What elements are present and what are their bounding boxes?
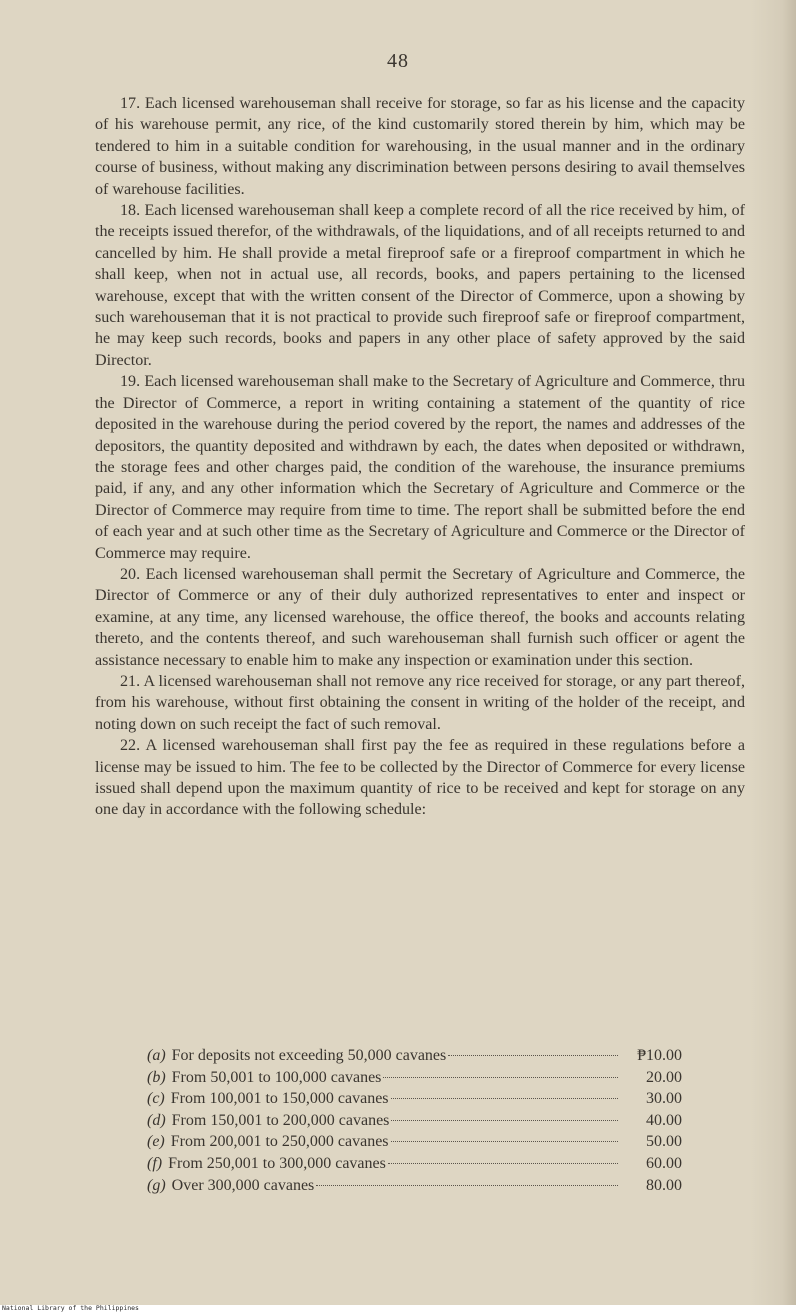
schedule-amount: 60.00 <box>646 1154 682 1172</box>
dot-leader <box>448 1055 618 1056</box>
paragraph-20: 20. Each licensed warehouseman shall permit the Secretary of Agriculture and Commerce, the Director of Commerce or any of their duly authorized representatives to enter and inspect or examine, at any time, any licensed warehouse, the office thereof, the books and accounts relating thereto, and the contents thereof, and such warehouseman shall furnish such officer or agent the assistance necessary to enable him to make any inspection or examination under this section. <box>95 565 745 669</box>
schedule-row <box>147 1110 682 1132</box>
dot-leader <box>316 1185 618 1186</box>
schedule-row <box>147 1175 682 1197</box>
schedule-row <box>147 1153 682 1175</box>
schedule-row <box>147 1045 682 1067</box>
schedule-row <box>147 1131 682 1153</box>
schedule-amount: 30.00 <box>646 1090 682 1108</box>
schedule-letter: (b) <box>147 1068 166 1086</box>
schedule-row <box>147 1067 682 1089</box>
regulation-text <box>95 93 745 821</box>
schedule-amount: 50.00 <box>646 1133 682 1151</box>
page-number: 48 <box>387 50 409 72</box>
schedule-letter: (f) <box>147 1154 163 1172</box>
schedule-description: From 250,001 to 300,000 cavanes <box>168 1154 386 1172</box>
schedule-description: From 100,001 to 150,000 cavanes <box>170 1090 389 1108</box>
schedule-description: From 200,001 to 250,000 cavanes <box>170 1133 389 1151</box>
schedule-amount: ₱10.00 <box>637 1047 682 1064</box>
paragraph-18: 18. Each licensed warehouseman shall keep a complete record of all the rice received by him, of the receipts issued therefor, of the withdrawals, of the liquidations, and of all receipts returned to and cancelled by him. He shall provide a metal fireproof safe or a fireproof compartment in which he shall keep, when not in actual use, all records, books, and papers pertaining to the licensed warehouse, except that with the written consent of the Director of Commerce, upon a showing by such warehouseman that it is not practical to provide such fireproof safe or fireproof compartment, he may keep such records, books and papers in any other place of safety approved by the said Director. <box>95 202 745 369</box>
schedule-row <box>147 1088 682 1110</box>
schedule-letter: (d) <box>147 1111 166 1129</box>
page-edge-shadow <box>750 0 796 1305</box>
schedule-description: From 50,001 to 100,000 cavanes <box>171 1068 382 1086</box>
library-credit-label: National Library of the Philippines <box>2 1304 139 1312</box>
paragraph-21: 21. A licensed warehouseman shall not remove any rice received for storage, or any part thereof, from his warehouse, without first obtaining the consent in writing of the holder of the receipt, and noting down on such receipt the fact of such removal. <box>95 672 745 733</box>
dot-leader <box>388 1163 618 1164</box>
schedule-description: For deposits not exceeding 50,000 cavanes <box>171 1047 447 1064</box>
schedule-description: From 150,001 to 200,000 cavanes <box>171 1111 390 1129</box>
paragraph-19: 19. Each licensed warehouseman shall make to the Secretary of Agriculture and Commerce, thru the Director of Commerce, a report in writing containing a statement of the quantity of rice deposited in the warehouse during the period covered by the report, the names and addresses of the depositors, the quantity deposited and withdrawn by each, the dates when deposited or withdrawn, the storage fees and other charges paid, the condition of the warehouse, the insurance premiums paid, if any, and any other information which the Secretary of Agriculture and Commerce or the Director of Commerce may require from time to time. The report shall be submitted before the end of each year and at such other time as the Secretary of Agriculture and Commerce or the Director of Commerce may require. <box>95 373 745 562</box>
schedule-amount: 20.00 <box>646 1068 682 1086</box>
fee-schedule <box>147 1045 682 1196</box>
schedule-description: Over 300,000 cavanes <box>171 1176 315 1194</box>
schedule-letter: (a) <box>147 1047 166 1064</box>
paragraph-17: 17. Each licensed warehouseman shall receive for storage, so far as his license and the capacity of his warehouse permit, any rice, of the kind customarily stored therein by him, which may be tendered to him in a suitable condition for warehousing, in the usual manner and in the ordinary course of business, without making any discrimination between persons desiring to avail themselves of warehouse facilities. <box>95 95 745 198</box>
schedule-amount: 80.00 <box>646 1176 682 1194</box>
schedule-amount: 40.00 <box>646 1111 682 1129</box>
dot-leader <box>391 1120 618 1121</box>
paragraph-22: 22. A licensed warehouseman shall first pay the fee as required in these regulations before a license may be issued to him. The fee to be collected by the Director of Commerce for every license issued shall depend upon the maximum quantity of rice to be received and kept for storage on any one day in accordance with the following schedule: <box>95 737 745 819</box>
schedule-letter: (g) <box>147 1176 166 1194</box>
schedule-letter: (c) <box>147 1090 165 1108</box>
dot-leader <box>391 1098 618 1099</box>
dot-leader <box>391 1141 618 1142</box>
dot-leader <box>383 1077 618 1078</box>
schedule-letter: (e) <box>147 1133 165 1151</box>
